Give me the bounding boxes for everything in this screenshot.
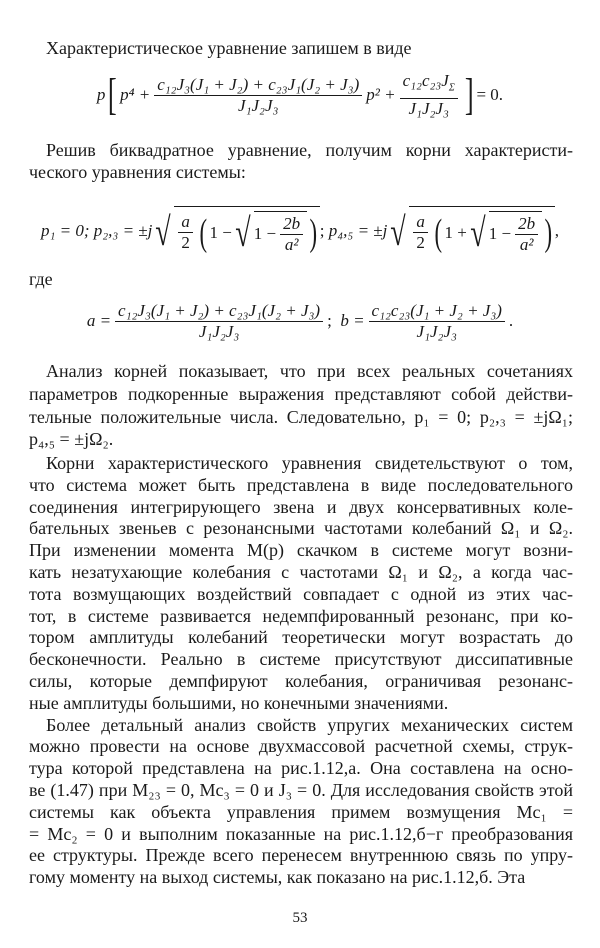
para4-line: тура которой представлена на рис.1.12,a. Она составлена на осно- bbox=[29, 758, 573, 779]
separator: ; bbox=[327, 311, 332, 330]
term: 1 − bbox=[209, 222, 232, 242]
para4-line: системы как объекта управления примем возмущения Mс₁ = bbox=[29, 801, 573, 822]
sigma-subscript: Σ bbox=[448, 82, 455, 94]
fraction bbox=[400, 71, 458, 119]
end-punct: , bbox=[554, 221, 560, 240]
para3-line: бесконечности. Реально в системе присутствуют диссипативные bbox=[29, 649, 573, 670]
b-lhs: b = bbox=[340, 311, 365, 330]
denominator: J₁J₂J₃ bbox=[416, 321, 457, 341]
numerator: 2b bbox=[515, 214, 538, 235]
denominator: a² bbox=[519, 234, 534, 254]
root-p23: p₂,₃ = ±j bbox=[93, 221, 153, 240]
denominator: a² bbox=[284, 234, 299, 254]
para3-line: ные амплитуды большими, но конечными значениями. bbox=[29, 692, 449, 713]
fraction bbox=[154, 75, 362, 116]
denominator: 2 bbox=[416, 233, 425, 252]
para2-line: p₄,₅ = ±jΩ₂. bbox=[29, 429, 114, 450]
numerator: c₁₂J₃(J₁ + J₂) + c₂₃J₁(J₂ + J₃) bbox=[115, 301, 323, 322]
separator: ; bbox=[319, 221, 325, 240]
intro-text: Характеристическое уравнение запишем в виде bbox=[46, 38, 412, 58]
para4-line: Более детальный анализ свойств упругих механических систем bbox=[46, 714, 573, 735]
numerator: a bbox=[413, 212, 428, 233]
para4-line: можно провести на основе двухмассовой расчетной схемы, струк- bbox=[29, 736, 573, 757]
para3-line: соединения интегрирующего звена и двух консервативных коле- bbox=[29, 496, 573, 517]
eq-term1: p⁴ + bbox=[120, 85, 151, 104]
denominator: 2 bbox=[181, 233, 190, 252]
bracket-close: ] bbox=[464, 70, 474, 119]
term: 1 − bbox=[488, 224, 512, 243]
para2-line: параметров подкоренные выражения представляют собой действи- bbox=[29, 383, 573, 404]
para3-line: тот, в системе развивается недемпфированный резонанс, при ко- bbox=[29, 605, 573, 626]
root-p45: p₄,₅ = ±j bbox=[328, 221, 388, 240]
eq-lead: p bbox=[96, 85, 106, 104]
para2-line: Анализ корней показывает, что при всех реальных сочетаниях bbox=[46, 361, 573, 381]
para4-line: ве (1.47) при M₂₃ = 0, Mс₃ = 0 и J₃ = 0. Для исследования свойств этой bbox=[29, 780, 573, 800]
sqrt: √ $\frac{a}{2}$ ( 1 + √ 1 − $\frac{2b}{\text{a²}}$ ) bbox=[387, 206, 554, 256]
para3-line: силы, которые демпфируют колебания, ограничивая резонанс- bbox=[29, 671, 573, 691]
bracket-open: [ bbox=[108, 70, 118, 119]
para4-line: ее структуры. Прежде всего перенесем внутреннюю связь по упру- bbox=[29, 845, 573, 866]
para1-line: Решив биквадратное уравнение, получим корни характеристи- bbox=[46, 140, 573, 160]
characteristic-equation bbox=[0, 70, 600, 120]
para3-line: Корни характеристического уравнения свидетельствуют о том, bbox=[46, 453, 573, 473]
coefficients-equation bbox=[0, 298, 600, 344]
denominator: J₁J₂J₃ bbox=[238, 95, 279, 115]
numerator: a bbox=[178, 212, 193, 233]
page-number: 53 bbox=[292, 910, 308, 926]
para4-line: гому моменту на выход системы, как показано на рис.1.12,б. Эта bbox=[29, 867, 526, 888]
para3-line: При изменении момента M(p) скачком в системе могут возни- bbox=[29, 540, 573, 561]
para3-line: бательных звеньев с резонансными частотами колебаний Ω₁ и Ω₂. bbox=[29, 518, 573, 539]
numerator: c₁₂J₃(J₁ + J₂) + c₂₃J₁(J₂ + J₃) bbox=[154, 75, 362, 96]
para3-line: что система может быть представлена в виде последовательного bbox=[29, 474, 573, 495]
para1-line: ческого уравнения системы: bbox=[29, 162, 246, 182]
where-text: где bbox=[29, 269, 53, 289]
end-punct: . bbox=[508, 311, 514, 330]
denominator: J₁J₂J₃ bbox=[198, 321, 240, 341]
numerator: 2b bbox=[280, 214, 303, 235]
para3-line: кать незатухающие колебания с частотами Ω₁ и Ω₂, а когда час- bbox=[29, 562, 573, 582]
eq-term2: p² + bbox=[366, 85, 396, 104]
denominator: J₁J₂J₃ bbox=[408, 99, 449, 119]
numerator-text: c₁₂c₂₃J bbox=[402, 70, 449, 90]
root-p1: p₁ = 0; bbox=[40, 221, 90, 240]
roots-equation bbox=[0, 200, 600, 262]
para3-line: тором амплитуды колебаний теоретически могут возрастать до bbox=[29, 627, 573, 648]
para2-line: тельные положительные числа. Следовательно, p₁ = 0; p₂,₃ = ±jΩ₁; bbox=[29, 406, 573, 427]
a-lhs: a = bbox=[86, 311, 112, 330]
para4-line: = Mс₂ = 0 и выполним показанные на рис.1.12,б−г преобразования bbox=[29, 823, 573, 844]
sqrt: √ $\frac{a}{2}$ ( 1 − √ 1 − $\frac{2b}{\text{a²}}$ ) bbox=[152, 206, 319, 256]
numerator: c₁₂c₂₃(J₁ + J₂ + J₃) bbox=[369, 301, 505, 322]
term: 1 − bbox=[253, 224, 277, 243]
eq-rhs: = 0. bbox=[476, 85, 504, 104]
term: 1 + bbox=[444, 222, 467, 242]
numerator bbox=[400, 71, 458, 99]
para3-line: тота возмущающих воздействий совпадает с одной из этих час- bbox=[29, 583, 573, 604]
